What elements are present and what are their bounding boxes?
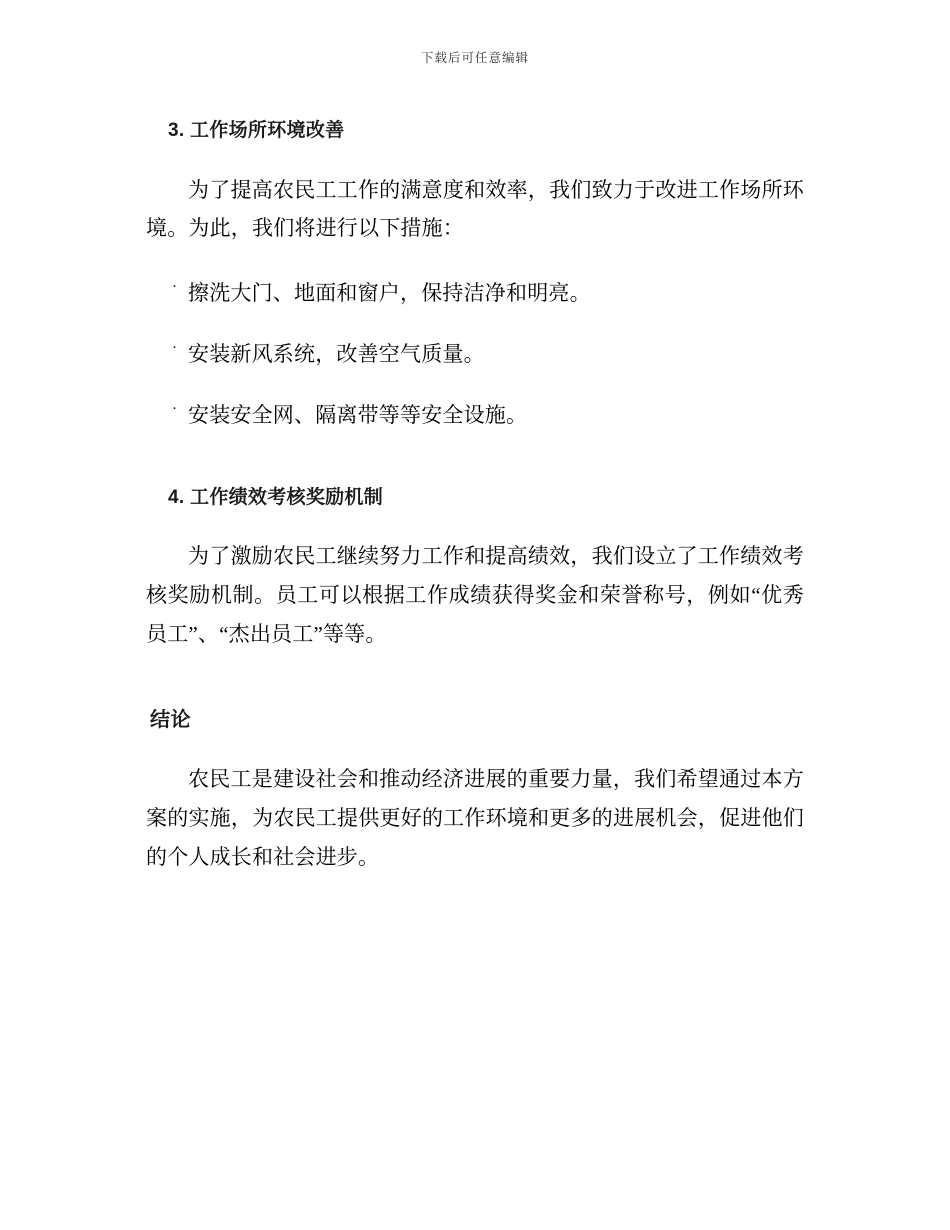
bullet-list-measures [146,274,804,435]
bullet-dot-icon: · [172,279,178,296]
list-item-label: 安装新风系统，改善空气质量。 [188,342,485,367]
list-item [146,396,804,435]
paragraph-workplace-environment: 为了提高农民工工作的满意度和效率，我们致力于改进工作场所环境。为此，我们将进行以下措施： [146,177,804,241]
list-item-label: 擦洗大门、地面和窗户，保持洁净和明亮。 [188,281,591,306]
document-body [0,118,950,876]
list-item [146,274,804,313]
paragraph-performance-incentive: 为了激励农民工继续努力工作和提高绩效，我们设立了工作绩效考核奖励机制。员工可以根据工作成绩获得奖金和荣誉称号，例如“优秀员工”、“杰出员工”等等。 [146,544,804,647]
bullet-dot-icon: · [172,400,178,417]
page-header-note: 下载后可任意编辑 [420,51,529,65]
list-item-label: 安装安全网、隔离带等等安全设施。 [188,402,528,427]
heading-performance-incentive: 4. 工作绩效考核奖励机制 [168,486,384,508]
list-item [146,335,804,374]
bullet-dot-icon: · [172,340,178,357]
heading-conclusion: 结论 [150,708,191,731]
heading-workplace-environment: 3. 工作场所环境改善 [168,120,345,141]
paragraph-conclusion: 农民工是建设社会和推动经济进展的重要力量，我们希望通过本方案的实施，为农民工提供更好的工作环境和更多的进展机会，促进他们的个人成长和社会进步。 [146,766,804,869]
